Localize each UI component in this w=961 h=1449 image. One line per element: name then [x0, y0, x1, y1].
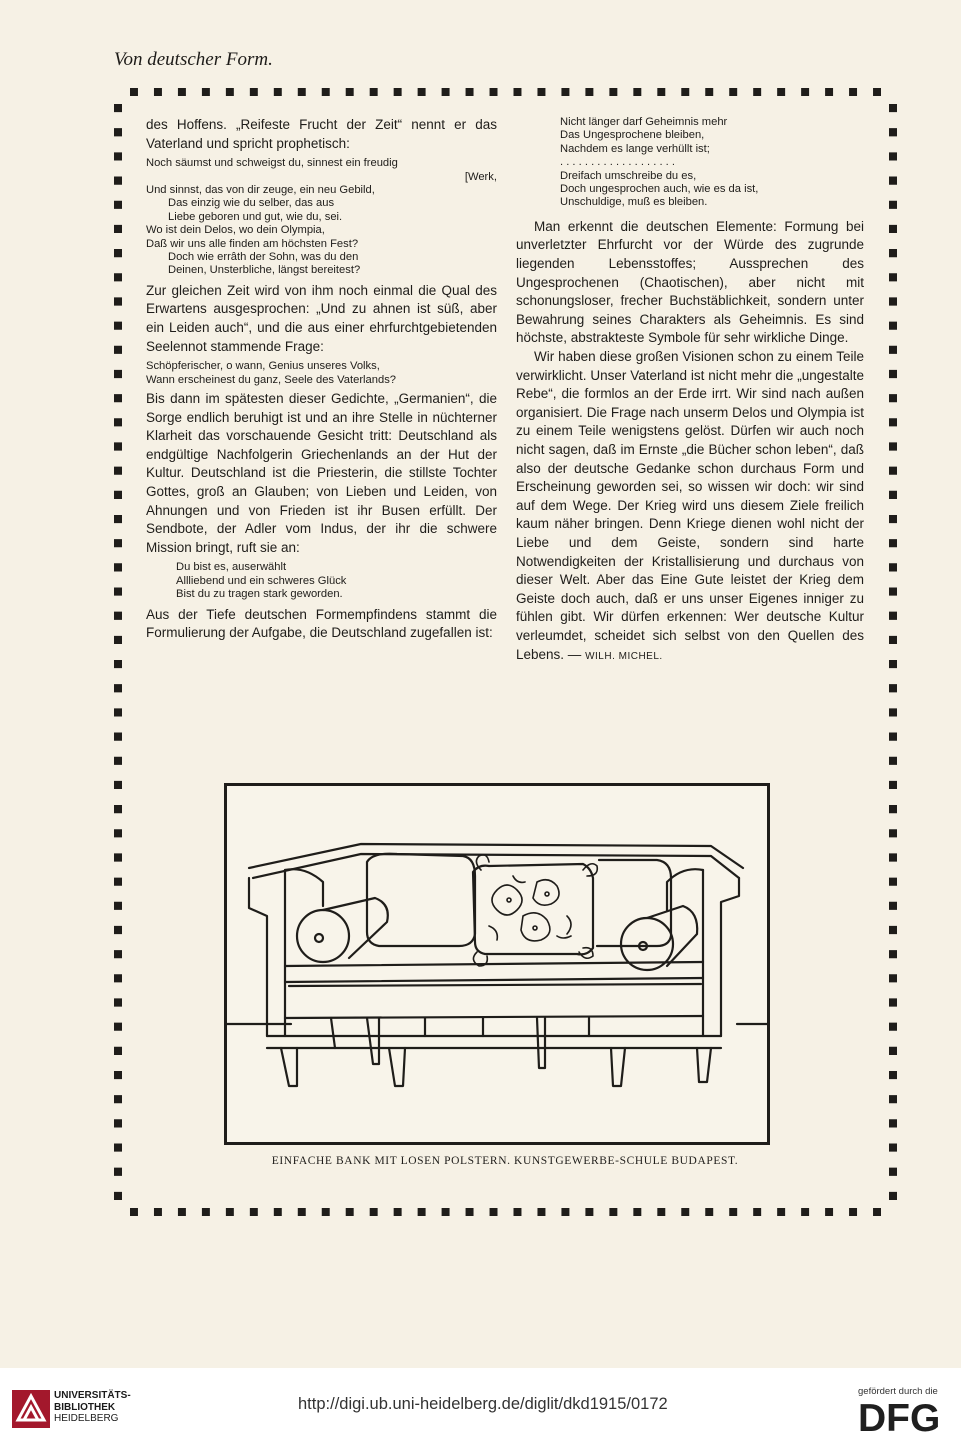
poem-line: Daß wir uns alle finden am höchsten Fest?: [146, 237, 359, 250]
right-text-column: [516, 116, 864, 666]
library-name-line: HEIDELBERG: [54, 1413, 119, 1424]
poem-line: Und sinnst, das von dir zeuge, ein neu Gebild,: [146, 184, 375, 196]
poem-line: Du bist es, auserwählt: [176, 561, 287, 574]
paragraph: Bis dann im spätesten dieser Gedichte, „Germanien“, die Sorge endlich beruhigt ist und an ihre Stelle in nüchterner Klarheit das vorschauende Gesicht tritt: Deutschland als endgültige Nachfolgerin Griechenlands an der Hut der Kultur. Deutschland ist die Priesterin, die stillste Tochter Gottes, groß an Glauben; von Lieben und Leiden, von Ahnungen und von Frieden ist ihr Busen erfüllt. Der Sendbote, der Adler vom Indus, der ihr die schwere Mission bringt, ruft sie an:: [146, 391, 497, 555]
poem-line: Nicht länger darf Geheimnis mehr: [560, 116, 728, 128]
poem-line: Schöpferischer, o wann, Genius unseres Volks,: [146, 360, 380, 373]
permalink-url[interactable]: http://digi.ub.uni-heidelberg.de/diglit/dkd1915/0172: [298, 1395, 668, 1413]
poem-quote: [146, 157, 497, 278]
illustration-caption: EINFACHE BANK MIT LOSEN POLSTERN. KUNSTGEWERBE-SCHULE BUDAPEST.: [271, 1155, 739, 1167]
poem-line: Wann erscheinest du ganz, Seele des Vaterlands?: [146, 373, 397, 386]
poem-line: Das Ungesprochene bleiben,: [560, 129, 705, 142]
paragraph: Man erkennt die deutschen Elemente: Formung bei unverletzter Ehrfurcht vor der Würde des zugrunde liegenden Lebensstoffes; Aussprechen des Ungesprochenen (Chaotischen), aber nicht mit schonungsloser, frecher Buchstäblichkeit, sondern unter Bewahrung seines Charakters als Geheimnis. Es sind höchste, abstrakteste Symbole für sehr wirkliche Dinge.: [516, 218, 864, 346]
library-name-line: BIBLIOTHEK: [54, 1401, 116, 1413]
author-signature: WILH. MICHEL.: [585, 650, 663, 662]
poem-line: [Werk,: [464, 170, 497, 183]
poem-line: Nachdem es lange verhüllt ist;: [560, 142, 710, 155]
paragraph-text: Wir haben diese großen Visionen schon zu einem Teile verwirklicht. Unser Vaterland ist nicht mehr die „ungestalte Rebe“, die formlos an der Erde irrt. Wir sind nach außen organisiert. Die Frage nach unserm Delos und Olympia ist zu einem Teile wenigstens gelöst. Dürfen wir auch noch nicht sagen, daß im Ernste „die Bücher schon leben“, daß also der deutsche Gedanke schon durchaus Form und Erscheinung geworden sei, so wissen wir doch: wir sind auf dem Wege. Der Krieg wird uns diesem Ziele freilich kaum näher bringen. Denn Kriege dienen wohl nicht der Liebe und dem Geiste, sondern sind harte Notwendigkeiten der Kristallisierung und durchaus von dieser Welt. Aber das Eine Gute leistet der Krieg dem Geiste doch auch, daß er uns unser Eigenes inniger zu fühlen gibt. Wir dürfen erkennen: Wer deutsche Kultur verleumdet, scheidet sich selbst von den Quellen des Lebens. —: [516, 349, 864, 662]
poem-line: Unschuldige, muß es bleiben.: [560, 196, 708, 209]
funding-note: gefördert durch die: [858, 1386, 938, 1397]
library-name-line: UNIVERSITÄTS-: [54, 1390, 131, 1401]
poem-quote: [176, 561, 497, 601]
poem-line: Das einzig wie du selber, das aus: [168, 197, 335, 210]
paragraph: [516, 348, 864, 666]
poem-line: Allliebend und ein schweres Glück: [176, 574, 347, 587]
poem-line: Dreifach umschreibe du es,: [560, 169, 697, 182]
poem-line: Wo ist dein Delos, wo dein Olympia,: [146, 224, 325, 237]
poem-line: Deinen, Unsterbliche, längst bereitest?: [168, 264, 361, 277]
poem-ellipsis: . . . . . . . . . . . . . . . . . . .: [560, 156, 676, 169]
poem-line: Liebe geboren und gut, wie du, sei.: [168, 210, 343, 223]
paragraph: Aus der Tiefe deutschen Formempfindens stammt die Formulierung der Aufgabe, die Deutschland zugefallen ist:: [146, 606, 497, 641]
running-head: Von deutscher Form.: [114, 49, 273, 70]
poem-line: Bist du zu tragen stark geworden.: [176, 588, 343, 601]
poem-line: Noch säumst und schweigst du, sinnest ein freudig: [146, 157, 398, 170]
sofa-illustration: [224, 783, 770, 1145]
left-text-column: [146, 116, 497, 643]
paragraph: Zur gleichen Zeit wird von ihm noch einmal die Qual des Erwartens ausgesprochen: „Und zu ahnen ist süß, aber ein Leiden auch“, und die aus einer ehrfurchtgebietenden Seelennot stammende Frage:: [146, 282, 497, 354]
dfg-logo: DFG: [858, 1397, 941, 1440]
university-library-name: [54, 1390, 131, 1425]
paragraph: des Hoffens. „Reifeste Frucht der Zeit“ nennt er das Vaterland und spricht prophetisch:: [146, 117, 497, 151]
poem-line: Doch wie errâth der Sohn, was du den: [168, 251, 359, 264]
poem-quote: [560, 116, 864, 210]
poem-quote: [146, 360, 497, 387]
poem-line: Doch ungesprochen auch, wie es da ist,: [560, 183, 759, 196]
university-library-logo-icon: [12, 1390, 50, 1428]
digital-library-footer: [0, 1368, 961, 1449]
sofa-drawing: [227, 786, 767, 1142]
